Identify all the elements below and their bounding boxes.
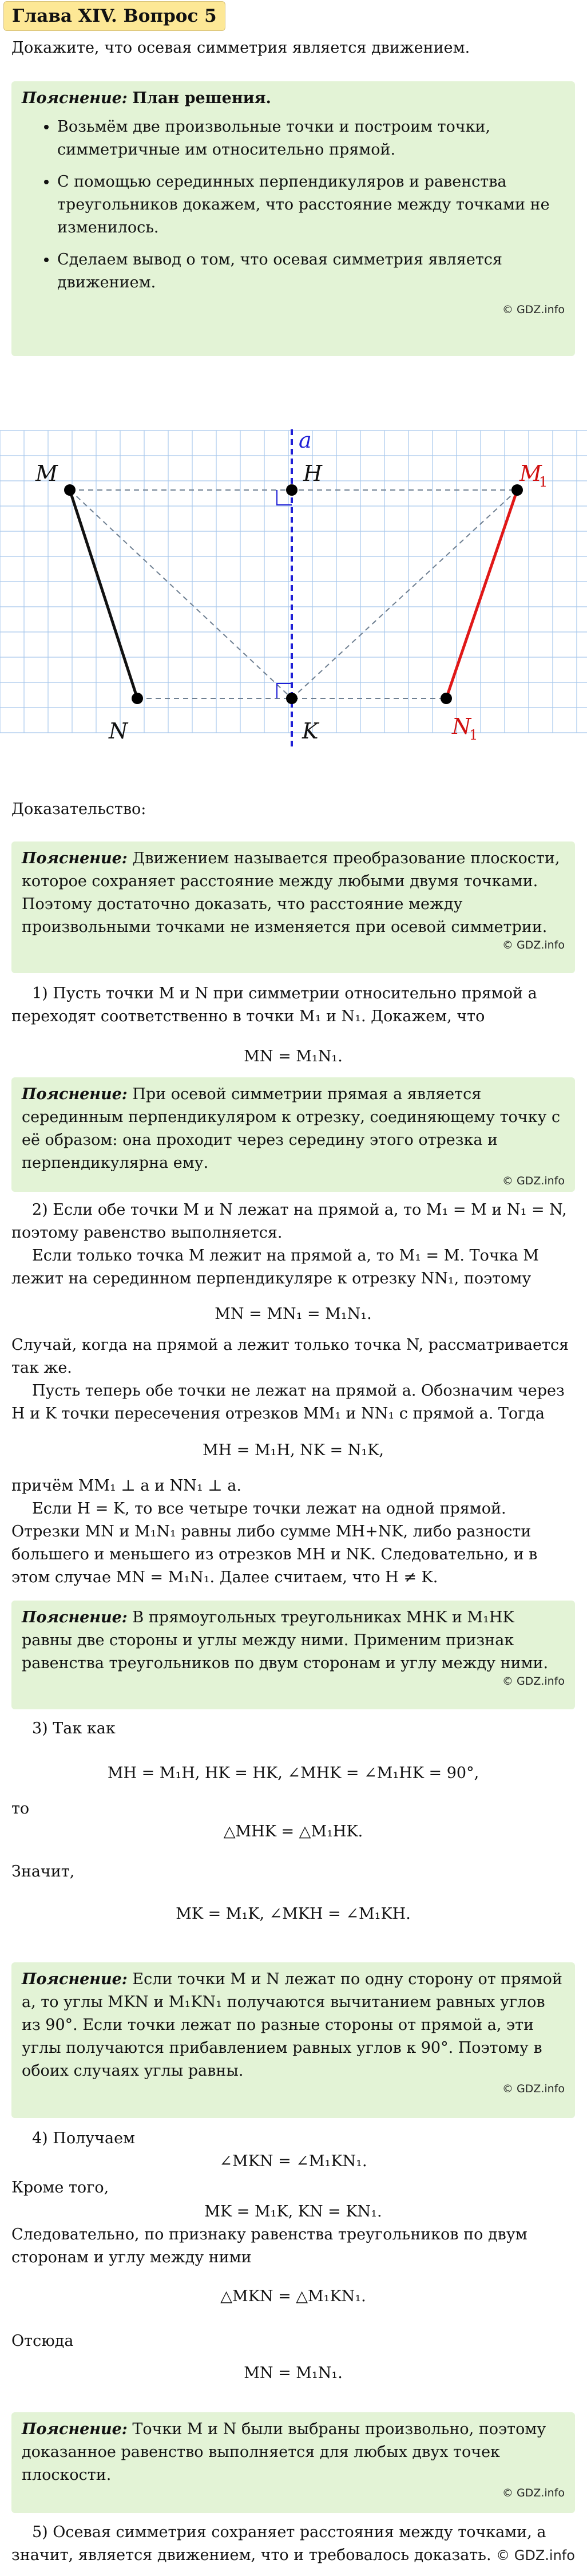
source-credit: © GDZ.info bbox=[502, 2083, 565, 2095]
note-text: Движением называется преобразование плоскости, которое сохраняет расстояние между любыми двумя точками. Поэтому достаточно доказать, что расстояние между произвольными точками не изменяется при осевой симметрии. bbox=[22, 850, 560, 936]
formula: MH = M₁H, NK = N₁K, bbox=[203, 1441, 384, 1459]
step-4-para: Кроме того, bbox=[11, 2179, 109, 2196]
formula: MN = M₁N₁. bbox=[244, 2364, 343, 2382]
step-2-para: 2) Если обе точки M и N лежат на прямой a, то M₁ = M и N₁ = N, поэтому равенство выполняется. bbox=[11, 1201, 567, 1242]
label-M1: M bbox=[519, 461, 542, 486]
step-2-para: Случай, когда на прямой a лежит только точка N, рассматривается так же. bbox=[11, 1336, 569, 1377]
formula: MN = MN₁ = M₁N₁. bbox=[215, 1305, 372, 1323]
right-angle-marks bbox=[277, 490, 292, 698]
note-text: В прямоугольных треугольниках MHK и M₁HK равны две стороны и углы между ними. Применим признак равенства треугольников по двум сторонам и углу между ними. bbox=[22, 1609, 549, 1672]
plan-item: • Сделаем вывод о том, что осевая симметрия является движением. bbox=[57, 248, 565, 294]
symmetry-figure bbox=[0, 418, 587, 784]
source-credit: © GDZ.info bbox=[502, 939, 565, 951]
note-box bbox=[11, 1601, 575, 1709]
step-4-para: Следовательно, по признаку равенства треугольников по двум сторонам и углу между ними bbox=[11, 2226, 527, 2266]
point-M1 bbox=[511, 484, 523, 496]
plan-heading: План решения. bbox=[132, 89, 271, 107]
label-N: N bbox=[109, 718, 128, 744]
plan-list bbox=[22, 116, 565, 294]
note-label: Пояснение: bbox=[22, 850, 128, 867]
plan-item: • С помощью серединных перпендикуляров и равенства треугольников докажем, что расстояние между точками не изменилось. bbox=[57, 171, 565, 239]
label-H: H bbox=[303, 461, 323, 486]
source-credit: © GDZ.info bbox=[502, 1675, 565, 1688]
step-2-para: Пусть теперь обе точки не лежат на прямой a. Обозначим через H и K точки пересечения отрезков MM₁ и NN₁ с прямой a. Тогда bbox=[11, 1382, 565, 1423]
formula: MH = M₁H, HK = HK, ∠MHK = ∠M₁HK = 90°, bbox=[107, 1764, 479, 1782]
plan-box bbox=[11, 81, 575, 356]
axis-label: a bbox=[299, 428, 312, 453]
step-5-text: 5) Осевая симметрия сохраняет расстояния между точками, а значит, является движением, что и требовалось доказать. bbox=[11, 2523, 546, 2564]
note-text: Точки M и N были выбраны произвольно, поэтому доказанное равенство выполняется для любых двух точек плоскости. bbox=[22, 2420, 546, 2484]
proof-heading: Доказательство: bbox=[11, 800, 146, 818]
step-5-para bbox=[11, 2521, 575, 2567]
note-box bbox=[11, 1962, 575, 2118]
note-label: Пояснение: bbox=[22, 1609, 128, 1626]
note-label: Пояснение: bbox=[22, 89, 128, 107]
note-label: Пояснение: bbox=[22, 1085, 128, 1103]
note-text: Если точки M и N лежат по одну сторону от прямой a, то углы MKN и M₁KN₁ получаются вычитанием равных углов из 90°. Если точки лежат по разные стороны от прямой a, эти углы получаются прибавлением равных углов к 90°. Поэтому в обоих случаях углы равны. bbox=[22, 1970, 562, 2080]
label-M: M bbox=[35, 461, 58, 486]
step-4-para: 4) Получаем bbox=[32, 2129, 136, 2147]
formula: MN = M₁N₁. bbox=[244, 1048, 343, 1065]
formula: △MKN = △M₁KN₁. bbox=[220, 2287, 366, 2305]
point-M bbox=[64, 484, 76, 496]
point-H bbox=[286, 484, 298, 496]
point-N bbox=[132, 693, 143, 704]
page-title: Глава XIV. Вопрос 5 bbox=[3, 1, 225, 31]
point-N1 bbox=[441, 693, 452, 704]
formula: MK = M₁K, KN = KN₁. bbox=[204, 2203, 382, 2221]
formula: △MHK = △M₁HK. bbox=[223, 1823, 363, 1840]
label-M1-subscript: 1 bbox=[539, 474, 548, 490]
step-3-para: Значит, bbox=[11, 1863, 75, 1880]
source-credit: © GDZ.info bbox=[502, 1175, 565, 1187]
note-label: Пояснение: bbox=[22, 1970, 128, 1988]
note-box bbox=[11, 841, 575, 973]
point-K bbox=[286, 693, 298, 704]
note-box bbox=[11, 2412, 575, 2513]
step-2-para: Если только точка M лежит на прямой a, то M₁ = M. Точка M лежит на серединном перпендикуляре к отрезку NN₁, поэтому bbox=[11, 1247, 539, 1287]
formula: MK = M₁K, ∠MKH = ∠M₁KH. bbox=[176, 1905, 411, 1923]
step-3-para: 3) Так как bbox=[32, 1720, 116, 1737]
label-N1-subscript: 1 bbox=[469, 727, 478, 743]
step-3-para: то bbox=[11, 1800, 30, 1818]
source-credit: © GDZ.info bbox=[502, 2487, 565, 2499]
note-box bbox=[11, 1077, 575, 1192]
construction-lines bbox=[70, 490, 517, 698]
label-K: K bbox=[302, 718, 319, 744]
step-2-para: причём MM₁ ⊥ a и NN₁ ⊥ a. bbox=[11, 1477, 241, 1495]
source-credit: © GDZ.info bbox=[496, 2547, 575, 2563]
task-statement: Докажите, что осевая симметрия является движением. bbox=[11, 39, 470, 57]
step-1: 1) Пусть точки M и N при симметрии относительно прямой a переходят соответственно в точки M₁ и N₁. Докажем, что bbox=[11, 985, 537, 1025]
source-credit: © GDZ.info bbox=[502, 303, 565, 316]
note-text: При осевой симметрии прямая a является серединным перпендикуляром к отрезку, соединяющему точку с её образом: она проходит через середину этого отрезка и перпендикулярна ему. bbox=[22, 1085, 561, 1172]
step-4-para: Отсюда bbox=[11, 2332, 74, 2350]
label-N1: N bbox=[452, 714, 471, 739]
grid bbox=[0, 430, 587, 733]
note-label: Пояснение: bbox=[22, 2420, 128, 2438]
step-2-para: Если H = K, то все четыре точки лежат на одной прямой. Отрезки MN и M₁N₁ равны либо сумме MH+NK, либо разности большего и меньшего из отрезков MH и NK. Следовательно, и в этом случае MN = M₁N₁. Далее считаем, что H ≠ K. bbox=[11, 1500, 538, 1586]
formula: ∠MKN = ∠M₁KN₁. bbox=[219, 2152, 367, 2170]
plan-item: • Возьмём две произвольные точки и построим точки, симметричные им относительно прямой. bbox=[57, 116, 565, 161]
